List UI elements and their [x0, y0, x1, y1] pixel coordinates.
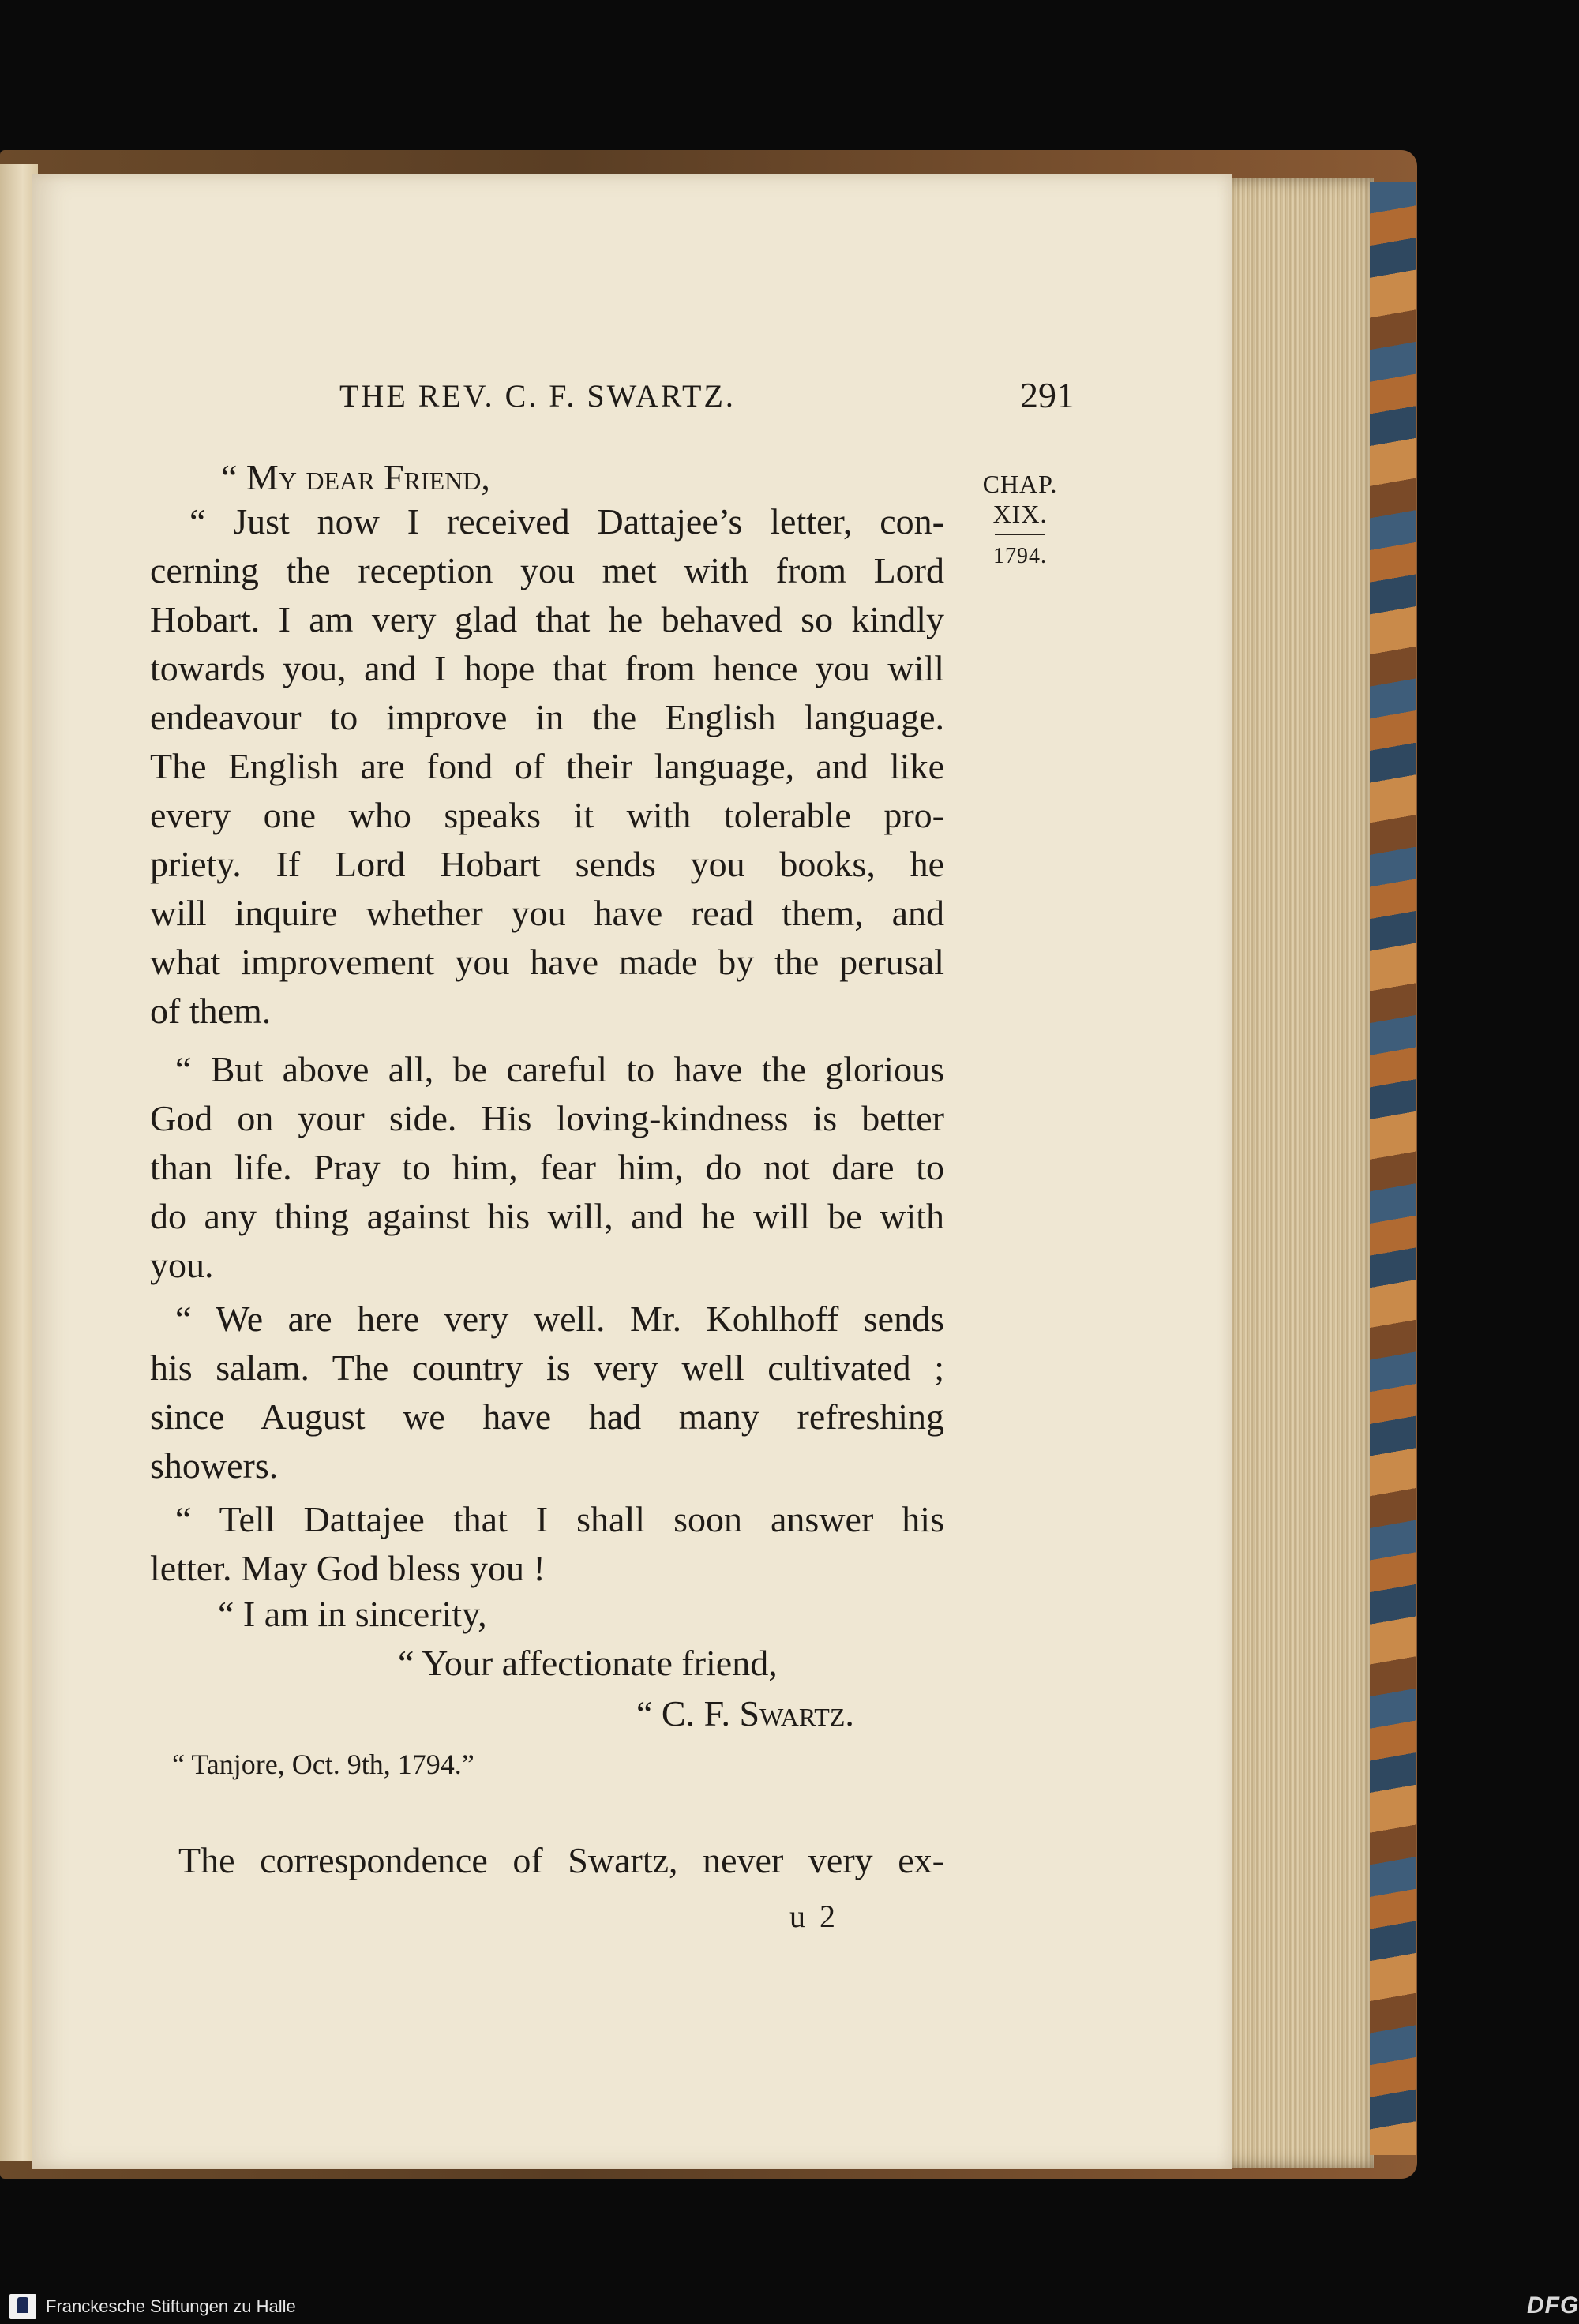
closing-signature-name: Swartz.: [739, 1693, 854, 1734]
final-line: The correspondence of Swartz, never very ex-: [178, 1840, 944, 1880]
text-line: “ But above all, be careful to have the glorious: [175, 1049, 944, 1089]
text-line: every one who speaks it with tolerable pro-: [150, 795, 944, 835]
text-line: cerning the reception you met with from Lord: [150, 550, 944, 590]
text-line: what improvement you have made by the perusal: [150, 942, 944, 982]
text-line: Hobart. I am very glad that he behaved so kindly: [150, 599, 944, 639]
text-line: “ Tell Dattajee that I shall soon answer his: [175, 1499, 944, 1539]
text-line: than life. Pray to him, fear him, do not dare to: [150, 1147, 944, 1187]
salutation-quote: “: [221, 457, 246, 497]
text-line: will inquire whether you have read them, and: [150, 893, 944, 933]
text-line: of them.: [150, 991, 272, 1031]
margin-rule: [995, 534, 1045, 535]
text-line: you.: [150, 1245, 214, 1285]
text-line: God on your side. His loving-kindness is better: [150, 1098, 944, 1138]
closing-signature: [636, 1692, 854, 1734]
text-line: his salam. The country is very well cultivated ;: [150, 1348, 944, 1388]
salutation-text: My dear Friend,: [246, 457, 490, 497]
closing-signature-prefix: “ C. F.: [636, 1693, 740, 1734]
page-edges: [1216, 178, 1374, 2168]
text-line: since August we have had many refreshing: [150, 1396, 944, 1437]
text-line: letter. May God bless you !: [150, 1548, 546, 1588]
text-line: priety. If Lord Hobart sends you books, he: [150, 844, 944, 884]
dateline: “ Tanjore, Oct. 9th, 1794.”: [172, 1749, 474, 1780]
text-line: endeavour to improve in the English language.: [150, 697, 944, 737]
marbled-edge: [1370, 182, 1416, 2155]
text-line: The English are fond of their language, and like: [150, 746, 944, 786]
text-line: do any thing against his will, and he will be with: [150, 1196, 944, 1236]
closing-line: “ I am in sincerity,: [218, 1594, 487, 1634]
text-line: “ Just now I received Dattajee’s letter, con-: [189, 501, 944, 542]
dfg-logo: DFG: [1527, 2292, 1579, 2318]
page-number: 291: [1020, 375, 1075, 415]
closing-line: “ Your affectionate friend,: [398, 1643, 778, 1683]
margin-note: [973, 469, 1067, 572]
salutation: [221, 456, 490, 498]
signature-mark: u 2: [790, 1899, 838, 1934]
text-line: “ We are here very well. Mr. Kohlhoff sends: [175, 1299, 944, 1339]
margin-year: 1794.: [993, 544, 1047, 568]
chap-label: CHAP.: [982, 470, 1058, 498]
running-head: THE REV. C. F. SWARTZ.: [339, 378, 736, 414]
institution-name: Franckesche Stiftungen zu Halle: [46, 2296, 296, 2316]
text-line: towards you, and I hope that from hence you will: [150, 648, 944, 688]
chap-number: XIX.: [992, 500, 1048, 528]
text-line: showers.: [150, 1445, 279, 1486]
institution-logo-icon: [9, 2294, 36, 2319]
